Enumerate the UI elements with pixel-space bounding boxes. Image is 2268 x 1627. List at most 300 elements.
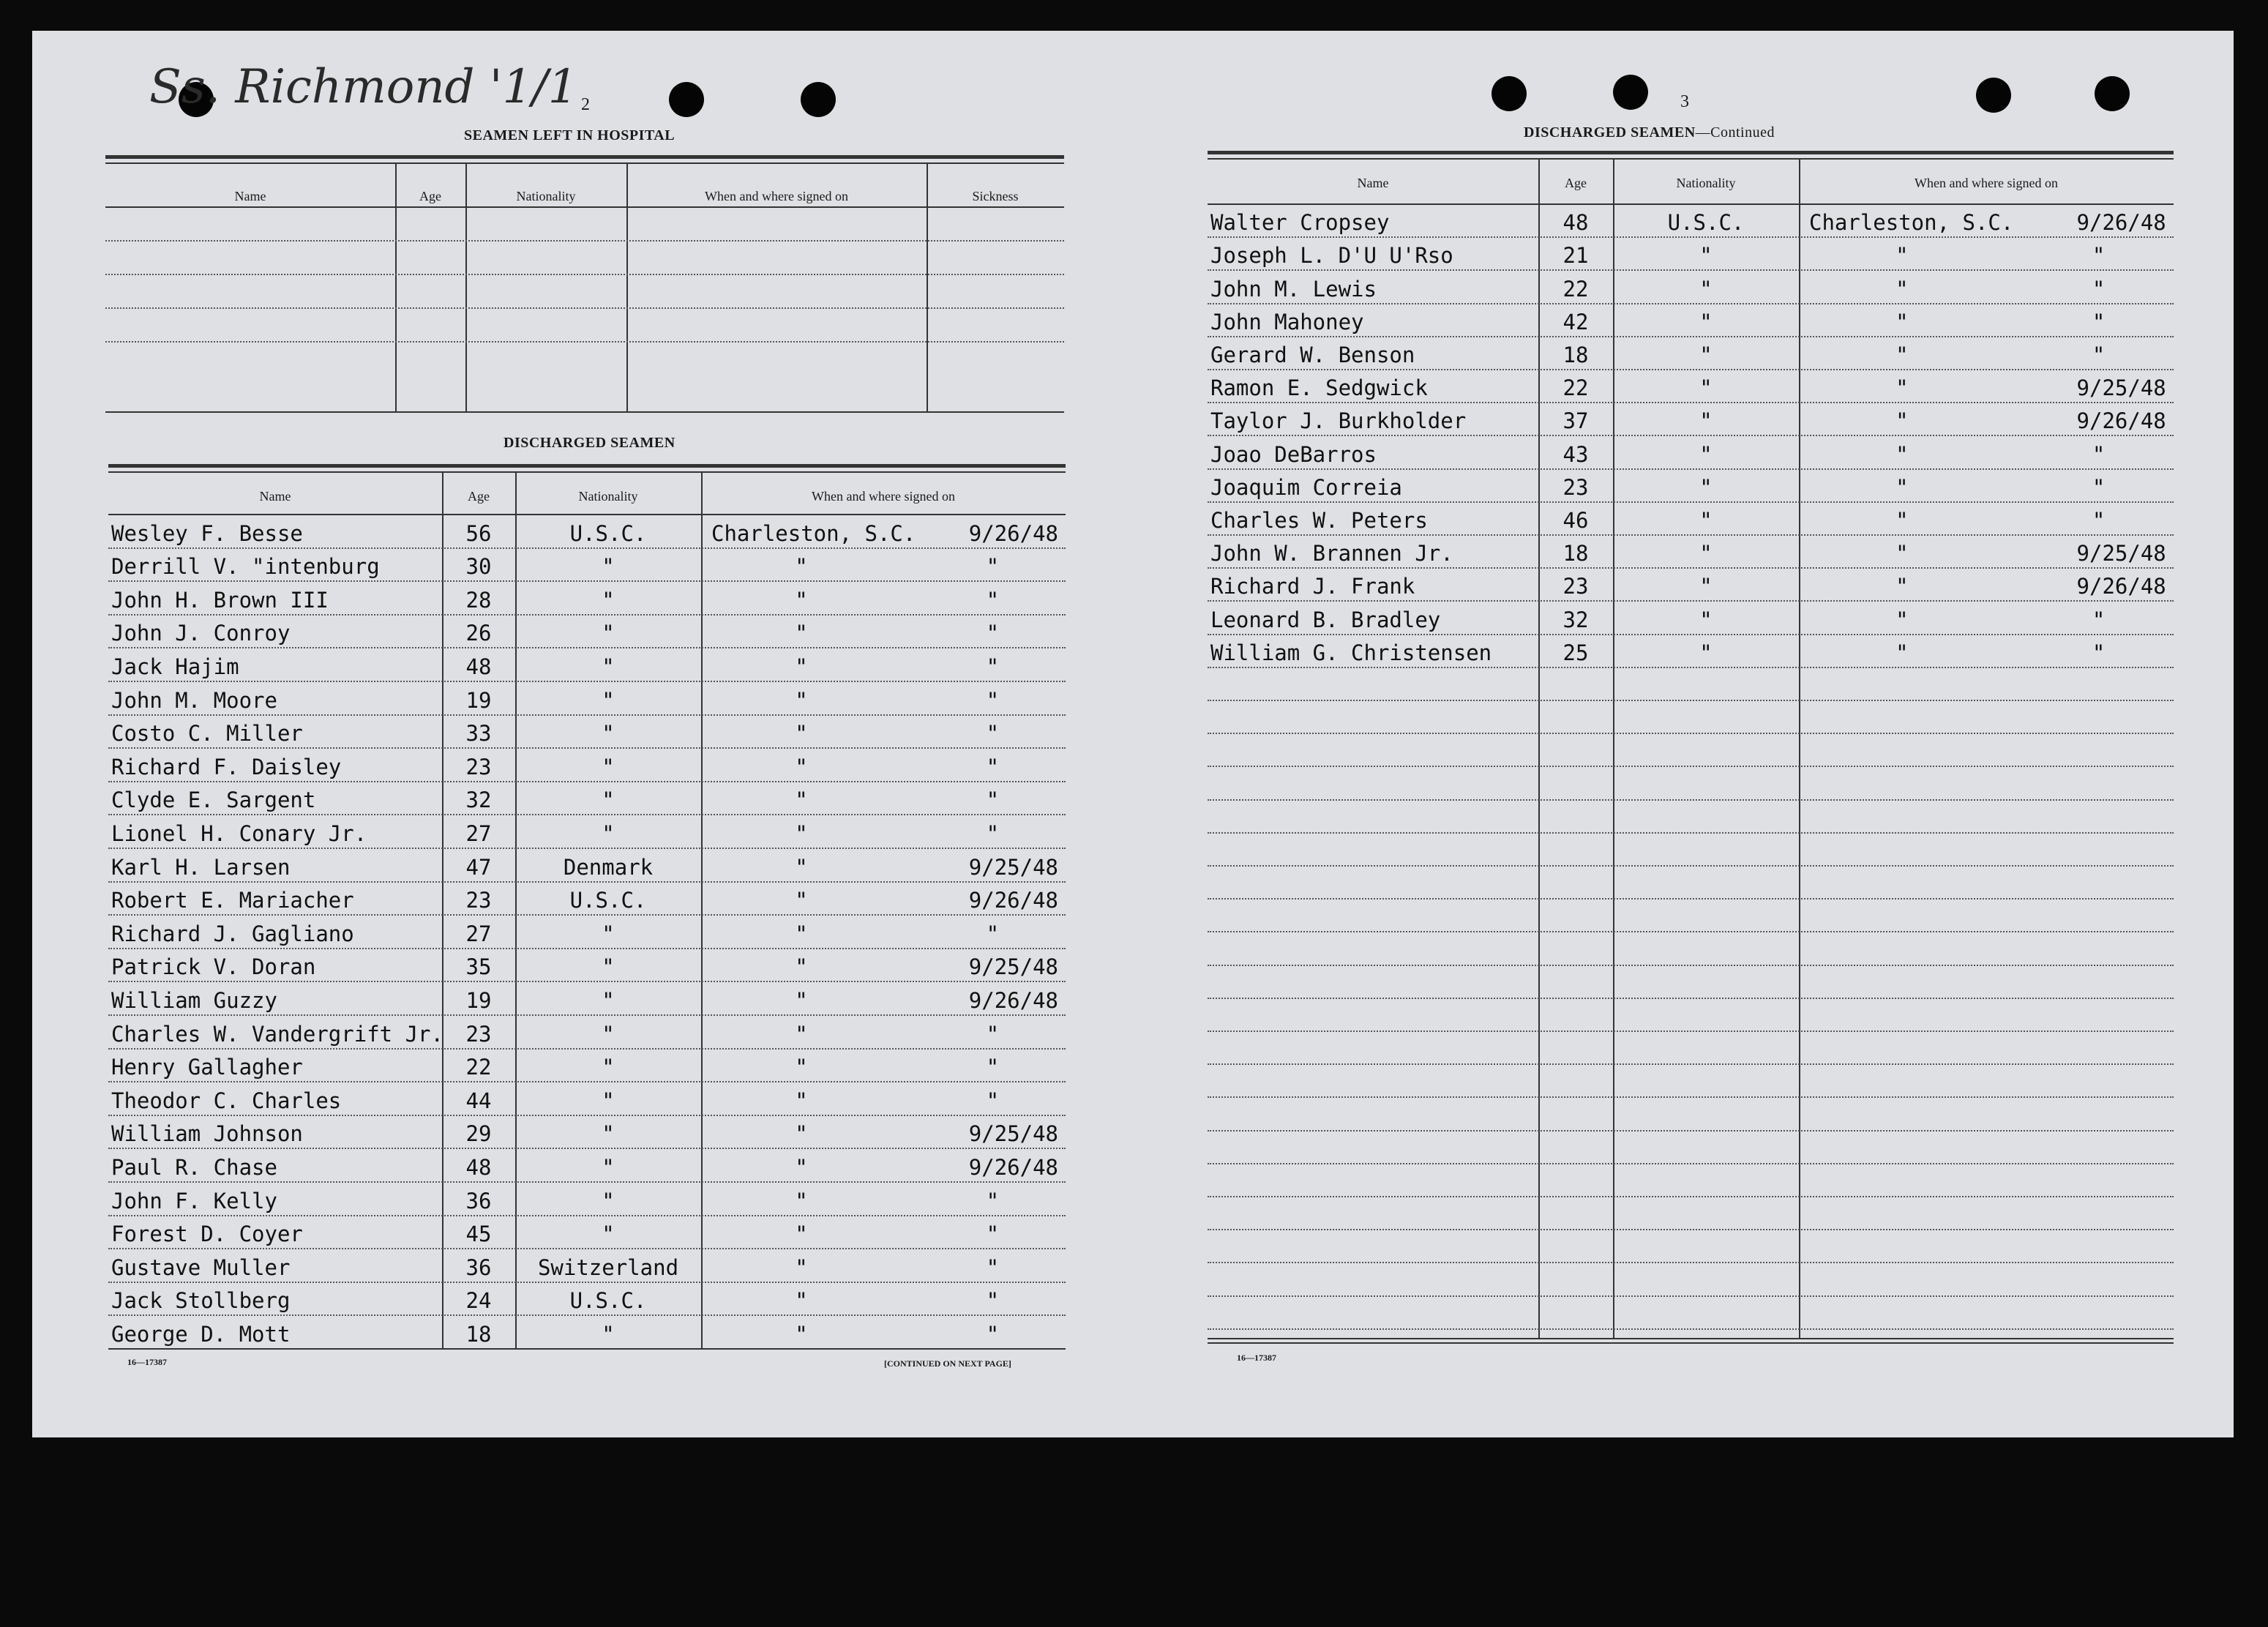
row-line bbox=[1208, 1295, 2174, 1297]
seaman-name: Taylor J. Burkholder bbox=[1210, 408, 1467, 434]
seaman-nationality: " bbox=[1699, 508, 1713, 533]
signed-on-place: " bbox=[795, 821, 808, 846]
seaman-nationality: " bbox=[602, 921, 615, 946]
signed-on-place: " bbox=[1895, 508, 1909, 533]
signed-on-date: " bbox=[2092, 508, 2106, 533]
seaman-age: 33 bbox=[465, 721, 492, 747]
signed-on-place: " bbox=[795, 1088, 808, 1113]
form-number-left: 16—17387 bbox=[127, 1357, 167, 1367]
column-header: Age bbox=[1565, 176, 1587, 190]
signed-on-place: " bbox=[1895, 574, 1909, 599]
table-rule bbox=[1208, 158, 2174, 160]
row-line bbox=[1208, 402, 2174, 403]
seaman-age: 46 bbox=[1562, 508, 1589, 533]
signed-on-date: 9/26/48 bbox=[2076, 408, 2166, 434]
column-divider bbox=[1538, 158, 1540, 1338]
column-header: Age bbox=[468, 489, 490, 504]
seaman-age: 37 bbox=[1562, 408, 1589, 434]
row-line bbox=[1208, 1130, 2174, 1132]
signed-on-date: " bbox=[986, 754, 1000, 779]
seaman-name: Ramon E. Sedgwick bbox=[1210, 375, 1428, 401]
seaman-name: Richard J. Gagliano bbox=[111, 921, 354, 946]
signed-on-place: " bbox=[1895, 343, 1909, 367]
seaman-age: 18 bbox=[465, 1322, 492, 1347]
signed-on-date: " bbox=[986, 1088, 1000, 1113]
seaman-nationality: U.S.C. bbox=[569, 1288, 647, 1314]
signed-on-place: " bbox=[795, 621, 808, 646]
seaman-age: 23 bbox=[1562, 474, 1589, 500]
seaman-age: 32 bbox=[465, 788, 492, 813]
table-rule bbox=[108, 1348, 1066, 1350]
seaman-age: 24 bbox=[465, 1288, 492, 1314]
signed-on-place: " bbox=[795, 687, 808, 713]
signed-on-date: 9/26/48 bbox=[968, 888, 1059, 913]
seaman-age: 27 bbox=[465, 921, 492, 946]
row-line bbox=[108, 781, 1066, 782]
seaman-age: 48 bbox=[465, 1155, 492, 1180]
row-line bbox=[1208, 998, 2174, 999]
seaman-name: William Guzzy bbox=[111, 988, 277, 1013]
seaman-name: Leonard B. Bradley bbox=[1210, 607, 1441, 632]
signed-on-place: " bbox=[795, 1155, 808, 1180]
column-header: Nationality bbox=[1676, 176, 1736, 190]
seaman-name: John H. Brown III bbox=[111, 587, 329, 613]
table-rule bbox=[105, 162, 1064, 164]
seaman-nationality: " bbox=[1699, 276, 1713, 302]
signed-on-place: " bbox=[795, 788, 808, 813]
signed-on-date: " bbox=[986, 1322, 1000, 1347]
signed-on-place: " bbox=[1895, 375, 1909, 401]
seaman-name: Robert E. Mariacher bbox=[111, 888, 354, 913]
row-line bbox=[1208, 501, 2174, 503]
row-line bbox=[1208, 733, 2174, 734]
seaman-nationality: " bbox=[1699, 309, 1713, 334]
seaman-nationality: " bbox=[602, 821, 615, 846]
row-line bbox=[1208, 269, 2174, 271]
seaman-name: John M. Moore bbox=[111, 687, 277, 713]
seaman-nationality: " bbox=[1699, 574, 1713, 599]
seaman-nationality: " bbox=[602, 754, 615, 779]
signed-on-date: " bbox=[2092, 309, 2106, 334]
row-line bbox=[108, 1081, 1066, 1082]
seaman-age: 23 bbox=[465, 1021, 492, 1047]
seaman-nationality: " bbox=[1699, 541, 1713, 566]
signed-on-place: " bbox=[795, 1254, 808, 1280]
row-line bbox=[1208, 435, 2174, 436]
seaman-age: 23 bbox=[1562, 574, 1589, 599]
seaman-name: Forest D. Coyer bbox=[111, 1222, 303, 1247]
seaman-nationality: " bbox=[602, 788, 615, 813]
seaman-age: 30 bbox=[465, 554, 492, 580]
signed-on-date: 9/25/48 bbox=[2076, 375, 2166, 401]
signed-on-place: " bbox=[795, 1188, 808, 1213]
row-line bbox=[108, 614, 1066, 616]
row-line bbox=[1208, 965, 2174, 966]
seaman-name: John J. Conroy bbox=[111, 621, 291, 646]
row-line bbox=[1208, 667, 2174, 668]
seaman-name: William Johnson bbox=[111, 1121, 303, 1147]
row-line bbox=[108, 948, 1066, 949]
seaman-age: 42 bbox=[1562, 309, 1589, 334]
row-line bbox=[108, 914, 1066, 916]
seaman-name: Theodor C. Charles bbox=[111, 1088, 342, 1113]
binder-hole bbox=[801, 82, 836, 117]
signed-on-place: " bbox=[795, 754, 808, 779]
signed-on-place: " bbox=[1895, 640, 1909, 665]
seaman-age: 45 bbox=[465, 1222, 492, 1247]
seaman-name: Joseph L. D'U U'Rso bbox=[1210, 243, 1453, 269]
signed-on-date: " bbox=[2092, 243, 2106, 269]
table-rule bbox=[108, 471, 1066, 473]
row-line bbox=[1208, 634, 2174, 635]
signed-on-place: " bbox=[795, 1322, 808, 1347]
signed-on-date: " bbox=[2092, 276, 2106, 302]
seaman-age: 22 bbox=[465, 1055, 492, 1080]
signed-on-place: " bbox=[795, 1121, 808, 1147]
row-line bbox=[1208, 865, 2174, 867]
column-header: Sickness bbox=[972, 189, 1019, 203]
discharged-continued-title-main: DISCHARGED SEAMEN bbox=[1524, 124, 1696, 141]
row-line bbox=[108, 547, 1066, 549]
signed-on-place: " bbox=[795, 921, 808, 946]
signed-on-place: " bbox=[795, 1222, 808, 1247]
table-rule bbox=[1208, 151, 2174, 154]
seaman-age: 23 bbox=[465, 888, 492, 913]
signed-on-date: " bbox=[2092, 441, 2106, 467]
binder-hole bbox=[1976, 78, 2011, 113]
table-rule bbox=[105, 206, 1064, 208]
row-line bbox=[105, 240, 1064, 242]
seaman-age: 18 bbox=[1562, 541, 1589, 566]
signed-on-date: 9/26/48 bbox=[2076, 210, 2166, 236]
signed-on-date: 9/25/48 bbox=[968, 854, 1059, 880]
row-line bbox=[1208, 1229, 2174, 1230]
binder-hole bbox=[2095, 76, 2130, 111]
row-line bbox=[108, 747, 1066, 749]
seaman-nationality: " bbox=[602, 1155, 615, 1180]
row-line bbox=[108, 1215, 1066, 1216]
seaman-age: 25 bbox=[1562, 640, 1589, 665]
seaman-nationality: " bbox=[602, 554, 615, 580]
column-header: When and where signed on bbox=[705, 189, 848, 203]
seaman-name: Jack Hajim bbox=[111, 654, 239, 679]
row-line bbox=[108, 681, 1066, 682]
binder-hole bbox=[669, 82, 704, 117]
row-line bbox=[1208, 700, 2174, 701]
signed-on-date: " bbox=[986, 554, 1000, 580]
discharged-continued-title-suffix: —Continued bbox=[1695, 124, 1775, 141]
seaman-age: 19 bbox=[465, 687, 492, 713]
seaman-nationality: " bbox=[602, 721, 615, 747]
signed-on-date: " bbox=[986, 621, 1000, 646]
seaman-age: 19 bbox=[465, 988, 492, 1013]
signed-on-date: 9/25/48 bbox=[968, 954, 1059, 980]
signed-on-place: " bbox=[1895, 541, 1909, 566]
seaman-age: 18 bbox=[1562, 343, 1589, 367]
signed-on-date: " bbox=[986, 687, 1000, 713]
seaman-name: George D. Mott bbox=[111, 1322, 291, 1347]
row-line bbox=[108, 814, 1066, 815]
seaman-nationality: U.S.C. bbox=[1667, 210, 1745, 236]
table-rule bbox=[108, 464, 1066, 468]
table-rule bbox=[1208, 203, 2174, 205]
signed-on-date: 9/26/48 bbox=[968, 988, 1059, 1013]
seaman-nationality: " bbox=[1699, 474, 1713, 500]
signed-on-place: " bbox=[1895, 441, 1909, 467]
seaman-name: John W. Brannen Jr. bbox=[1210, 541, 1453, 566]
signed-on-date: " bbox=[986, 821, 1000, 846]
signed-on-place: " bbox=[1895, 474, 1909, 500]
column-header: Nationality bbox=[578, 489, 638, 504]
column-header: Nationality bbox=[516, 189, 576, 203]
seaman-name: Lionel H. Conary Jr. bbox=[111, 821, 367, 846]
seaman-name: Joao DeBarros bbox=[1210, 441, 1377, 467]
binder-hole bbox=[1492, 76, 1527, 111]
row-line bbox=[1208, 468, 2174, 470]
signed-on-date: " bbox=[2092, 607, 2106, 632]
seaman-age: 36 bbox=[465, 1188, 492, 1213]
seaman-age: 48 bbox=[465, 654, 492, 679]
document-sheet bbox=[32, 31, 2234, 1437]
signed-on-place: " bbox=[1895, 276, 1909, 302]
signed-on-date: " bbox=[986, 1021, 1000, 1047]
seaman-age: 27 bbox=[465, 821, 492, 846]
seaman-nationality: " bbox=[602, 1021, 615, 1047]
seaman-name: Gustave Muller bbox=[111, 1254, 291, 1280]
signed-on-place: " bbox=[1895, 243, 1909, 269]
signed-on-place: " bbox=[795, 1288, 808, 1314]
discharged-continued-title bbox=[1524, 124, 1775, 141]
row-line bbox=[108, 881, 1066, 883]
seaman-age: 56 bbox=[465, 520, 492, 546]
seaman-name: Karl H. Larsen bbox=[111, 854, 291, 880]
column-header: When and where signed on bbox=[812, 489, 955, 504]
row-line bbox=[1208, 1163, 2174, 1164]
seaman-name: Patrick V. Doran bbox=[111, 954, 316, 980]
table-rule bbox=[1208, 1342, 2174, 1344]
column-header: When and where signed on bbox=[1915, 176, 2058, 190]
row-line bbox=[105, 341, 1064, 343]
seaman-name: Paul R. Chase bbox=[111, 1155, 277, 1180]
continued-note: [CONTINUED ON NEXT PAGE] bbox=[884, 1358, 1011, 1369]
signed-on-date: 9/26/48 bbox=[968, 520, 1059, 546]
row-line bbox=[1208, 1063, 2174, 1065]
row-line bbox=[108, 1248, 1066, 1249]
signed-on-place: Charleston, S.C. bbox=[711, 520, 916, 546]
seaman-name: John Mahoney bbox=[1210, 309, 1364, 334]
signed-on-date: " bbox=[986, 921, 1000, 946]
seaman-name: Charles W. Peters bbox=[1210, 508, 1428, 533]
signed-on-date: " bbox=[986, 721, 1000, 747]
signed-on-place: " bbox=[795, 1055, 808, 1080]
row-line bbox=[1208, 303, 2174, 304]
seaman-nationality: Switzerland bbox=[537, 1254, 679, 1280]
column-header: Name bbox=[1357, 176, 1389, 190]
seaman-age: 22 bbox=[1562, 375, 1589, 401]
signed-on-place: " bbox=[795, 954, 808, 980]
seaman-nationality: " bbox=[602, 621, 615, 646]
seaman-age: 36 bbox=[465, 1254, 492, 1280]
signed-on-date: " bbox=[986, 1055, 1000, 1080]
page-number-right: 3 bbox=[1680, 92, 1689, 111]
row-line bbox=[1208, 236, 2174, 238]
column-divider bbox=[1799, 158, 1800, 1338]
signed-on-date: " bbox=[986, 587, 1000, 613]
seaman-age: 35 bbox=[465, 954, 492, 980]
row-line bbox=[108, 714, 1066, 716]
seaman-nationality: " bbox=[1699, 441, 1713, 467]
seaman-nationality: " bbox=[602, 654, 615, 679]
seaman-age: 21 bbox=[1562, 243, 1589, 269]
hospital-title: SEAMEN LEFT IN HOSPITAL bbox=[464, 127, 675, 143]
form-number-right: 16—17387 bbox=[1237, 1353, 1276, 1363]
signed-on-place: " bbox=[795, 888, 808, 913]
row-line bbox=[1208, 600, 2174, 602]
seaman-nationality: " bbox=[602, 1188, 615, 1213]
seaman-nationality: " bbox=[602, 587, 615, 613]
seaman-nationality: " bbox=[1699, 640, 1713, 665]
seaman-age: 47 bbox=[465, 854, 492, 880]
seaman-nationality: " bbox=[602, 954, 615, 980]
row-line bbox=[1208, 1031, 2174, 1032]
row-line bbox=[105, 274, 1064, 275]
signed-on-date: " bbox=[2092, 343, 2106, 367]
seaman-age: 23 bbox=[465, 754, 492, 779]
row-line bbox=[1208, 336, 2174, 337]
column-divider bbox=[1613, 158, 1614, 1338]
seaman-nationality: " bbox=[602, 687, 615, 713]
row-line bbox=[1208, 1196, 2174, 1197]
seaman-nationality: " bbox=[1699, 243, 1713, 269]
seaman-age: 48 bbox=[1562, 210, 1589, 236]
signed-on-place: " bbox=[795, 988, 808, 1013]
seaman-age: 28 bbox=[465, 587, 492, 613]
seaman-nationality: " bbox=[1699, 343, 1713, 367]
seaman-nationality: " bbox=[602, 1222, 615, 1247]
seaman-nationality: U.S.C. bbox=[569, 888, 647, 913]
row-line bbox=[1208, 931, 2174, 932]
signed-on-place: " bbox=[1895, 309, 1909, 334]
row-line bbox=[1208, 369, 2174, 370]
seaman-name: Charles W. Vandergrift Jr. bbox=[111, 1021, 444, 1047]
row-line bbox=[108, 580, 1066, 582]
table-rule bbox=[105, 411, 1064, 413]
seaman-name: Derrill V. "intenburg bbox=[111, 554, 380, 580]
signed-on-place: " bbox=[795, 587, 808, 613]
column-header: Name bbox=[234, 189, 266, 203]
row-line bbox=[105, 307, 1064, 309]
row-line bbox=[1208, 898, 2174, 899]
row-line bbox=[1208, 567, 2174, 569]
seaman-name: Costo C. Miller bbox=[111, 721, 303, 747]
seaman-name: Jack Stollberg bbox=[111, 1288, 291, 1314]
seaman-name: John F. Kelly bbox=[111, 1188, 277, 1213]
signed-on-date: 9/25/48 bbox=[968, 1121, 1059, 1147]
row-line bbox=[1208, 1262, 2174, 1263]
row-line bbox=[1208, 766, 2174, 767]
seaman-name: John M. Lewis bbox=[1210, 276, 1377, 302]
signed-on-place: " bbox=[1895, 408, 1909, 434]
signed-on-place: " bbox=[795, 654, 808, 679]
signed-on-date: " bbox=[986, 1254, 1000, 1280]
signed-on-date: 9/26/48 bbox=[2076, 574, 2166, 599]
signed-on-date: " bbox=[986, 1288, 1000, 1314]
seaman-nationality: " bbox=[602, 1088, 615, 1113]
signed-on-date: " bbox=[2092, 474, 2106, 500]
row-line bbox=[108, 1314, 1066, 1316]
table-rule bbox=[1208, 1338, 2174, 1339]
seaman-name: Richard F. Daisley bbox=[111, 754, 342, 779]
seaman-name: William G. Christensen bbox=[1210, 640, 1492, 665]
signed-on-date: " bbox=[986, 654, 1000, 679]
signed-on-date: " bbox=[986, 788, 1000, 813]
table-rule bbox=[108, 514, 1066, 515]
signed-on-date: 9/25/48 bbox=[2076, 541, 2166, 566]
seaman-nationality: " bbox=[1699, 375, 1713, 401]
seaman-age: 32 bbox=[1562, 607, 1589, 632]
row-line bbox=[1208, 799, 2174, 801]
table-rule bbox=[105, 155, 1064, 159]
row-line bbox=[1208, 1096, 2174, 1098]
handwritten-note: Ss. Richmond '1/1 bbox=[149, 60, 578, 114]
seaman-name: Henry Gallagher bbox=[111, 1055, 303, 1080]
seaman-age: 29 bbox=[465, 1121, 492, 1147]
signed-on-date: 9/26/48 bbox=[968, 1155, 1059, 1180]
seaman-nationality: " bbox=[602, 1322, 615, 1347]
seaman-nationality: " bbox=[602, 1121, 615, 1147]
row-line bbox=[108, 1048, 1066, 1050]
seaman-nationality: U.S.C. bbox=[569, 520, 647, 546]
row-line bbox=[108, 1181, 1066, 1183]
row-line bbox=[108, 1115, 1066, 1116]
seaman-name: Wesley F. Besse bbox=[111, 520, 303, 546]
seaman-name: Clyde E. Sargent bbox=[111, 788, 316, 813]
binder-hole bbox=[1613, 75, 1648, 110]
seaman-name: Richard J. Frank bbox=[1210, 574, 1415, 599]
seaman-nationality: " bbox=[1699, 607, 1713, 632]
row-line bbox=[108, 981, 1066, 982]
signed-on-place: " bbox=[795, 554, 808, 580]
seaman-name: Walter Cropsey bbox=[1210, 210, 1390, 236]
row-line bbox=[1208, 534, 2174, 536]
row-line bbox=[108, 647, 1066, 648]
seaman-name: Joaquim Correia bbox=[1210, 474, 1402, 500]
page-number-left: 2 bbox=[581, 95, 590, 114]
seaman-nationality: " bbox=[602, 1055, 615, 1080]
row-line bbox=[1208, 1328, 2174, 1330]
signed-on-date: " bbox=[986, 1222, 1000, 1247]
seaman-nationality: " bbox=[1699, 408, 1713, 434]
seaman-age: 43 bbox=[1562, 441, 1589, 467]
signed-on-place: " bbox=[795, 854, 808, 880]
column-header: Age bbox=[419, 189, 441, 203]
row-line bbox=[108, 1148, 1066, 1149]
column-header: Name bbox=[259, 489, 291, 504]
signed-on-date: " bbox=[986, 1188, 1000, 1213]
seaman-age: 22 bbox=[1562, 276, 1589, 302]
seaman-name: Gerard W. Benson bbox=[1210, 343, 1415, 367]
seaman-nationality: Denmark bbox=[563, 854, 654, 880]
seaman-nationality: " bbox=[602, 988, 615, 1013]
signed-on-place: " bbox=[795, 1021, 808, 1047]
signed-on-date: " bbox=[2092, 640, 2106, 665]
signed-on-place: " bbox=[1895, 607, 1909, 632]
row-line bbox=[108, 1014, 1066, 1016]
row-line bbox=[1208, 832, 2174, 834]
discharged-title: DISCHARGED SEAMEN bbox=[504, 435, 675, 451]
signed-on-place: " bbox=[795, 721, 808, 747]
seaman-age: 26 bbox=[465, 621, 492, 646]
